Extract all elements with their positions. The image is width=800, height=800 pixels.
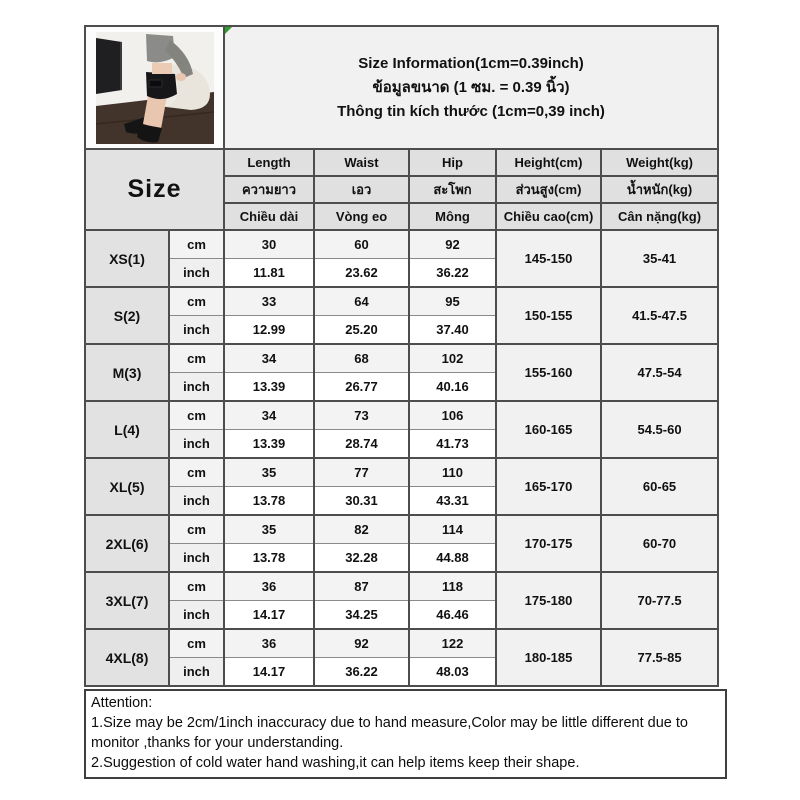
size-label: L(4) [85,401,169,458]
value-hip-inch: 44.88 [409,544,496,573]
size-row-2xl [85,515,718,544]
col-header-height-vi: Chiều cao(cm) [496,203,601,230]
value-length-inch: 13.78 [224,544,314,573]
value-height-range: 165-170 [496,458,601,515]
value-length-inch: 14.17 [224,601,314,630]
value-waist-inch: 36.22 [314,658,409,687]
value-hip-inch: 40.16 [409,373,496,402]
title-vietnamese: Thông tin kích thước (1cm=0,39 inch) [337,102,605,120]
unit-label-cm: cm [169,458,224,487]
value-height-range: 145-150 [496,230,601,287]
value-hip-cm: 102 [409,344,496,373]
value-hip-inch: 37.40 [409,316,496,345]
value-height-range: 175-180 [496,572,601,629]
value-length-inch: 13.39 [224,373,314,402]
attention-title: Attention: [91,695,153,711]
size-table [84,25,719,687]
value-weight-range: 54.5-60 [601,401,718,458]
unit-label-cm: cm [169,344,224,373]
col-header-hip-en: Hip [409,149,496,176]
size-label: M(3) [85,344,169,401]
col-header-waist-en: Waist [314,149,409,176]
size-row-3xl [85,572,718,601]
value-waist-inch: 23.62 [314,259,409,288]
unit-label-inch: inch [169,373,224,402]
product-photo [86,32,223,144]
size-row-l [85,401,718,430]
col-header-height-en: Height(cm) [496,149,601,176]
size-label: S(2) [85,287,169,344]
value-waist-inch: 30.31 [314,487,409,516]
unit-label-inch: inch [169,259,224,288]
value-length-cm: 34 [224,344,314,373]
value-length-cm: 35 [224,515,314,544]
value-length-cm: 36 [224,572,314,601]
value-hip-inch: 43.31 [409,487,496,516]
value-waist-inch: 32.28 [314,544,409,573]
unit-label-cm: cm [169,230,224,259]
value-hip-inch: 36.22 [409,259,496,288]
col-header-height-th: ส่วนสูง(cm) [496,176,601,203]
title-english: Size Information(1cm=0.39inch) [358,54,584,72]
size-information-title-cell [224,26,718,149]
value-waist-cm: 92 [314,629,409,658]
value-length-inch: 11.81 [224,259,314,288]
unit-label-inch: inch [169,658,224,687]
size-label: 4XL(8) [85,629,169,686]
value-waist-inch: 26.77 [314,373,409,402]
size-row-4xl [85,629,718,658]
value-waist-cm: 68 [314,344,409,373]
unit-label-inch: inch [169,544,224,573]
size-label: XL(5) [85,458,169,515]
unit-label-cm: cm [169,515,224,544]
value-height-range: 150-155 [496,287,601,344]
size-row-xl [85,458,718,487]
value-hip-cm: 106 [409,401,496,430]
value-hip-cm: 114 [409,515,496,544]
unit-label-inch: inch [169,601,224,630]
value-hip-cm: 122 [409,629,496,658]
value-hip-inch: 46.46 [409,601,496,630]
value-weight-range: 60-70 [601,515,718,572]
unit-label-inch: inch [169,316,224,345]
value-waist-inch: 28.74 [314,430,409,459]
value-waist-cm: 60 [314,230,409,259]
value-weight-range: 47.5-54 [601,344,718,401]
value-length-cm: 34 [224,401,314,430]
value-length-cm: 30 [224,230,314,259]
size-label: 3XL(7) [85,572,169,629]
unit-label-inch: inch [169,487,224,516]
value-height-range: 180-185 [496,629,601,686]
size-row-s [85,287,718,316]
value-waist-cm: 64 [314,287,409,316]
value-height-range: 170-175 [496,515,601,572]
value-weight-range: 41.5-47.5 [601,287,718,344]
title-thai: ข้อมูลขนาด (1 ซม. = 0.39 นิ้ว) [372,78,570,96]
value-length-cm: 35 [224,458,314,487]
green-corner-flag-icon [225,27,232,34]
value-waist-inch: 25.20 [314,316,409,345]
size-label: 2XL(6) [85,515,169,572]
col-header-waist-vi: Vòng eo [314,203,409,230]
value-length-inch: 12.99 [224,316,314,345]
attention-line-1: 1.Size may be 2cm/1inch inaccuracy due to hand measure,Color may be little different due to monitor ,thanks for your understanding. [91,715,688,751]
value-hip-cm: 92 [409,230,496,259]
value-waist-cm: 87 [314,572,409,601]
value-weight-range: 70-77.5 [601,572,718,629]
col-header-waist-th: เอว [314,176,409,203]
value-hip-inch: 48.03 [409,658,496,687]
size-row-m [85,344,718,373]
value-waist-cm: 77 [314,458,409,487]
attention-notes [84,689,727,779]
col-header-length-th: ความยาว [224,176,314,203]
value-hip-inch: 41.73 [409,430,496,459]
value-weight-range: 77.5-85 [601,629,718,686]
col-header-length-vi: Chiều dài [224,203,314,230]
size-label: XS(1) [85,230,169,287]
value-hip-cm: 110 [409,458,496,487]
value-height-range: 155-160 [496,344,601,401]
product-photo-cell [85,26,224,149]
value-waist-cm: 73 [314,401,409,430]
col-header-weight-th: น้ำหนัก(kg) [601,176,718,203]
unit-label-cm: cm [169,401,224,430]
attention-line-2: 2.Suggestion of cold water hand washing,it can help items keep their shape. [91,755,580,771]
unit-label-cm: cm [169,629,224,658]
value-length-inch: 13.78 [224,487,314,516]
col-header-weight-en: Weight(kg) [601,149,718,176]
size-header-cell: Size [85,149,224,230]
unit-label-inch: inch [169,430,224,459]
value-length-inch: 14.17 [224,658,314,687]
value-length-cm: 36 [224,629,314,658]
value-height-range: 160-165 [496,401,601,458]
col-header-length-en: Length [224,149,314,176]
unit-label-cm: cm [169,572,224,601]
product-photo-illustration [96,32,214,144]
value-hip-cm: 118 [409,572,496,601]
size-row-xs [85,230,718,259]
value-length-inch: 13.39 [224,430,314,459]
col-header-weight-vi: Cân nặng(kg) [601,203,718,230]
value-waist-cm: 82 [314,515,409,544]
value-waist-inch: 34.25 [314,601,409,630]
value-hip-cm: 95 [409,287,496,316]
col-header-hip-th: สะโพก [409,176,496,203]
value-length-cm: 33 [224,287,314,316]
value-weight-range: 60-65 [601,458,718,515]
unit-label-cm: cm [169,287,224,316]
value-weight-range: 35-41 [601,230,718,287]
col-header-hip-vi: Mông [409,203,496,230]
